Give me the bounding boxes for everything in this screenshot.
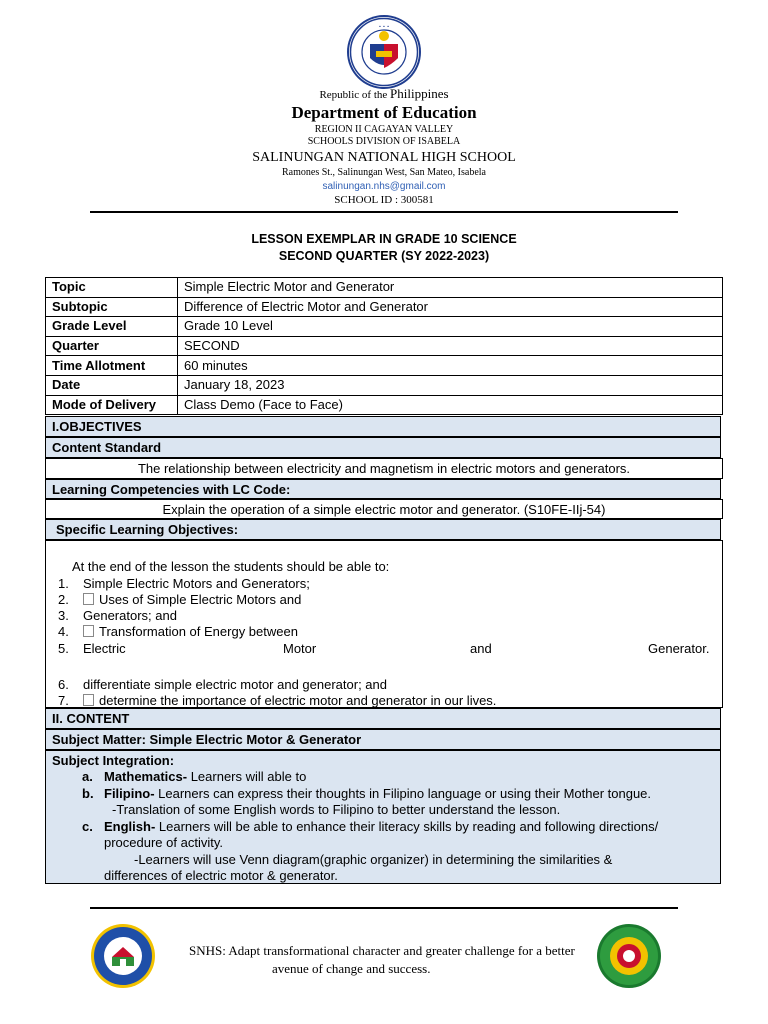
objective-number: 7. — [58, 693, 69, 708]
objective-number: 5. — [58, 641, 69, 656]
info-row — [46, 375, 723, 395]
department-name: Department of Education — [291, 103, 477, 122]
school-name: SALINUNGAN NATIONAL HIGH SCHOOL — [252, 150, 516, 165]
integration-text: Learners will able to — [187, 769, 307, 784]
competency-label: Learning Competencies with LC Code: — [45, 479, 721, 499]
objectives-intro: At the end of the lesson the students should be able to: — [72, 559, 390, 574]
division-name: SCHOOLS DIVISION OF ISABELA — [307, 136, 461, 147]
info-value: Simple Electric Motor and Generator — [178, 278, 723, 298]
footer-motto-text: avenue of change and success. — [272, 961, 431, 976]
objective-item — [83, 624, 298, 639]
missing-glyph-icon — [83, 625, 94, 637]
objective-item-text: Transformation of Energy between — [99, 624, 298, 639]
specific-objectives-label: Specific Learning Objectives: — [45, 519, 721, 540]
info-row — [46, 356, 723, 376]
school-email-link[interactable]: salinungan.nhs@gmail.com — [322, 181, 446, 192]
republic-prefix: Republic of the — [319, 89, 388, 101]
objective-item-text: Uses of Simple Electric Motors and — [99, 592, 302, 607]
integration-subject: English- — [104, 819, 156, 834]
footer-divider — [90, 907, 678, 909]
info-value: January 18, 2023 — [178, 375, 723, 395]
info-row — [46, 278, 723, 298]
objective-word: Motor — [283, 641, 317, 656]
integration-text: Learners will be able to enhance their literacy skills by reading and following directions/ — [155, 819, 659, 834]
lesson-info-table — [45, 277, 723, 415]
integration-english — [104, 819, 658, 834]
info-label: Date — [46, 375, 178, 395]
list-marker: c. — [82, 819, 93, 834]
republic-country: Philippines — [390, 86, 449, 101]
region-name: REGION II CAGAYAN VALLEY — [314, 124, 454, 135]
info-value: Difference of Electric Motor and Generator — [178, 297, 723, 317]
subject-integration-box — [45, 750, 721, 884]
competency-text: Explain the operation of a simple electric motor and generator. (S10FE-IIj-54) — [45, 499, 723, 519]
missing-glyph-icon — [83, 593, 94, 605]
info-value: 60 minutes — [178, 356, 723, 376]
integration-text: Learners can express their thoughts in Filipino language or using their Mother tongue. — [154, 786, 652, 801]
school-id: SCHOOL ID : 300581 — [334, 194, 434, 206]
list-marker: b. — [82, 786, 94, 801]
integration-subject: Filipino- — [104, 786, 155, 801]
integration-filipino — [104, 786, 651, 801]
integration-english-sub: -Learners will use Venn diagram(graphic organizer) in determining the similarities & — [134, 852, 613, 867]
objective-item: Simple Electric Motors and Generators; — [83, 576, 310, 591]
integration-subject: Mathematics- — [104, 769, 188, 784]
info-label: Grade Level — [46, 317, 178, 337]
integration-english-cont: procedure of activity. — [104, 835, 223, 850]
lesson-title: LESSON EXEMPLAR IN GRADE 10 SCIENCE — [251, 232, 517, 246]
info-row — [46, 395, 723, 415]
school-address: Ramones St., Salinungan West, San Mateo, Isabela — [282, 167, 486, 178]
info-value: Grade 10 Level — [178, 317, 723, 337]
info-value: Class Demo (Face to Face) — [178, 395, 723, 415]
objective-number: 6. — [58, 677, 69, 692]
deped-division-logo — [594, 923, 664, 989]
info-row — [46, 317, 723, 337]
objective-number: 3. — [58, 608, 69, 623]
missing-glyph-icon — [83, 694, 94, 706]
deped-seal-logo — [346, 14, 422, 90]
info-label: Time Allotment — [46, 356, 178, 376]
objectives-heading: I.OBJECTIVES — [45, 416, 721, 437]
objective-item: Generators; and — [83, 608, 177, 623]
list-marker: a. — [82, 769, 93, 784]
objective-item — [83, 693, 496, 708]
header-divider — [90, 211, 678, 213]
integration-mathematics — [104, 769, 306, 784]
objective-number: 4. — [58, 624, 69, 639]
objective-item — [83, 592, 301, 607]
footer-motto-text: SNHS: Adapt transformational character and greater challenge for a better — [189, 943, 575, 958]
info-label: Mode of Delivery — [46, 395, 178, 415]
info-label: Quarter — [46, 336, 178, 356]
subject-matter: Subject Matter: Simple Electric Motor & Generator — [45, 729, 721, 750]
republic-line — [0, 86, 768, 102]
info-row — [46, 297, 723, 317]
info-label: Topic — [46, 278, 178, 298]
specific-objectives-box — [45, 540, 723, 708]
objective-number: 1. — [58, 576, 69, 591]
subject-integration-label: Subject Integration: — [52, 753, 175, 768]
svg-text:• • •: • • • — [378, 25, 390, 30]
objective-word: Generator. — [648, 641, 710, 656]
objective-item-text: determine the importance of electric motor and generator in our lives. — [99, 693, 497, 708]
info-label: Subtopic — [46, 297, 178, 317]
info-value: SECOND — [178, 336, 723, 356]
integration-filipino-sub: -Translation of some English words to Filipino to better understand the lesson. — [112, 802, 561, 817]
objective-word: and — [470, 641, 492, 656]
content-standard-label: Content Standard — [45, 437, 721, 458]
objective-item: differentiate simple electric motor and generator; and — [83, 677, 387, 692]
content-standard-text: The relationship between electricity and magnetism in electric motors and generators. — [45, 458, 723, 479]
lesson-subtitle: SECOND QUARTER (SY 2022-2023) — [278, 249, 490, 263]
integration-english-sub-cont: differences of electric motor & generator. — [104, 868, 338, 883]
objective-number: 2. — [58, 592, 69, 607]
snhs-school-logo — [90, 923, 156, 989]
objective-word: Electric — [83, 641, 126, 656]
info-row — [46, 336, 723, 356]
content-heading: II. CONTENT — [45, 708, 721, 729]
